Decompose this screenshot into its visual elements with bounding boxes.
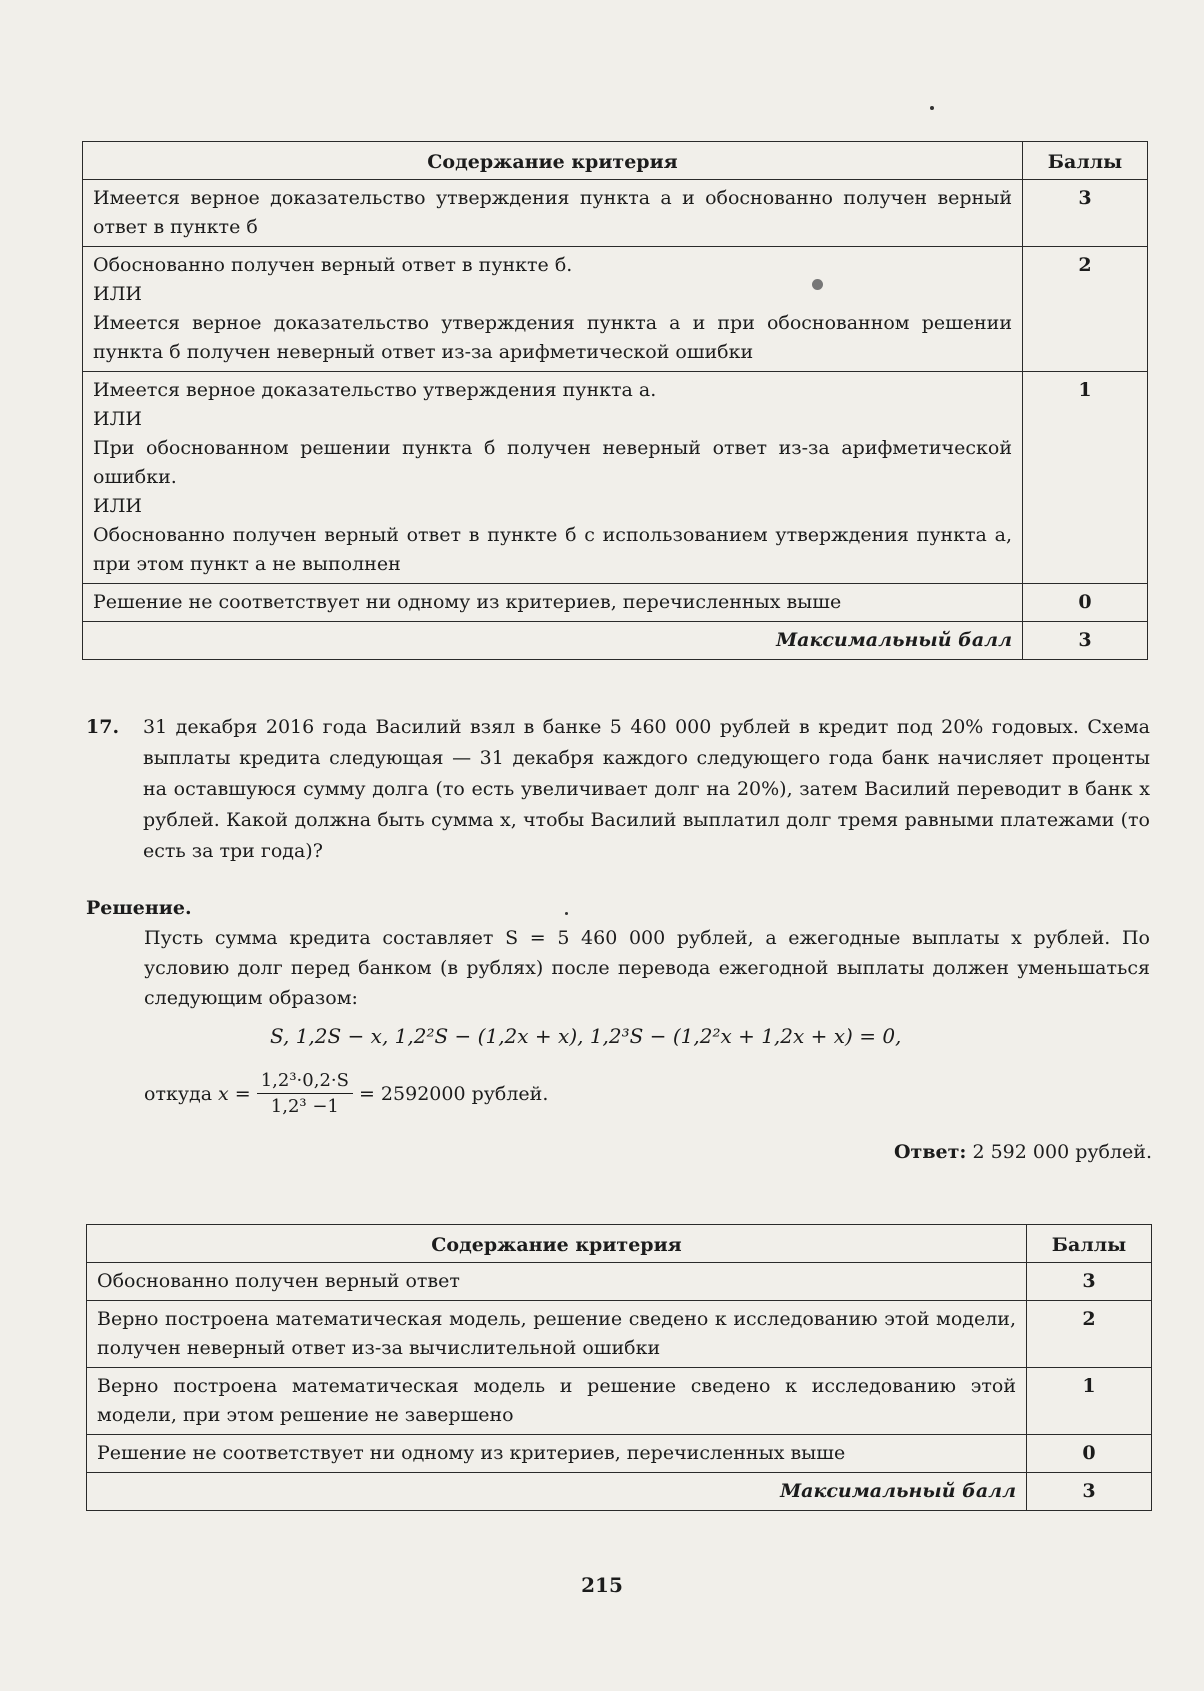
solution-heading: Решение. — [86, 897, 192, 919]
points-value: 1 — [1023, 372, 1148, 584]
criterion-text: Обоснованно получен верный ответ — [87, 1263, 1027, 1301]
table-row — [87, 1301, 1152, 1368]
points-value: 3 — [1027, 1263, 1152, 1301]
table-header-row — [87, 1225, 1152, 1263]
criterion-line: Обоснованно получен верный ответ в пункте б. — [93, 254, 573, 276]
criteria-table-2 — [86, 1224, 1152, 1511]
criterion-line: При обоснованном решении пункта б получен неверный ответ из-за арифметической ошибки. — [93, 437, 1012, 488]
or-separator: ИЛИ — [93, 408, 142, 430]
criterion-line: Имеется верное доказательство утверждения пункта а. — [93, 379, 657, 401]
x-equals: x = — [218, 1082, 251, 1105]
criterion-text — [83, 247, 1023, 372]
result-formula — [144, 1070, 548, 1117]
problem-text: 31 декабря 2016 года Василий взял в банке 5 460 000 рублей в кредит под 20% годовых. Схема выплаты кредита следующая — 31 декабря каждого следующего года банк начисляет проценты на оставшуюся сумму долга (то есть увеличивает долг на 20%), затем Василий переводит в банк x рублей. Какой должна быть сумма x, чтобы Василий выплатил долг тремя равными платежами (то есть за три года)? — [143, 716, 1150, 862]
scan-speck — [565, 912, 568, 915]
fraction-denominator: 1,2³ −1 — [270, 1096, 339, 1117]
result-value: = 2592000 рублей. — [358, 1082, 549, 1105]
criterion-text: Имеется верное доказательство утверждения пункта а и обоснованно получен верный ответ в пункте б — [83, 180, 1023, 247]
points-value: 1 — [1027, 1368, 1152, 1435]
scan-speck — [812, 279, 823, 290]
table-row — [83, 247, 1148, 372]
table-row — [83, 372, 1148, 584]
scan-speck — [930, 106, 934, 110]
table-row — [83, 180, 1148, 247]
answer-value: 2 592 000 рублей. — [972, 1141, 1152, 1163]
answer-label: Ответ: — [894, 1141, 967, 1163]
whence-word: откуда — [144, 1082, 213, 1105]
answer — [894, 1141, 1152, 1163]
table-header-row — [83, 142, 1148, 180]
criterion-line: Обоснованно получен верный ответ в пункте б с использованием утверждения пункта а, при этом пункт а не выполнен — [93, 524, 1012, 575]
criterion-text — [83, 372, 1023, 584]
problem-17 — [86, 712, 1150, 867]
points-value: 0 — [1027, 1435, 1152, 1473]
or-separator: ИЛИ — [93, 283, 142, 305]
criterion-header: Содержание критерия — [83, 142, 1023, 180]
max-score-row — [83, 622, 1148, 660]
criterion-text: Решение не соответствует ни одному из критериев, перечисленных выше — [87, 1435, 1027, 1473]
criterion-header: Содержание критерия — [87, 1225, 1027, 1263]
max-score-value: 3 — [1027, 1473, 1152, 1511]
criterion-line: Имеется верное доказательство утверждения пункта а и при обоснованном решении пункта б получен неверный ответ из-за арифметической ошибки — [93, 312, 1012, 363]
criterion-text: Верно построена математическая модель, решение сведено к исследованию этой модели, получен неверный ответ из-за вычислительной ошибки — [87, 1301, 1027, 1368]
criterion-text: Верно построена математическая модель и решение сведено к исследованию этой модели, при этом решение не завершено — [87, 1368, 1027, 1435]
table-row — [87, 1435, 1152, 1473]
fraction-numerator: 1,2³·0,2·S — [257, 1070, 353, 1094]
max-score-row — [87, 1473, 1152, 1511]
or-separator: ИЛИ — [93, 495, 142, 517]
table-row — [83, 584, 1148, 622]
points-header: Баллы — [1027, 1225, 1152, 1263]
solution-paragraph: Пусть сумма кредита составляет S = 5 460 000 рублей, а ежегодные выплаты x рублей. По условию долг перед банком (в рублях) после перевода ежегодной выплаты должен уменьшаться следующим образом: — [144, 927, 1150, 1009]
points-header: Баллы — [1023, 142, 1148, 180]
max-score-label: Максимальный балл — [87, 1473, 1027, 1511]
page-number: 215 — [581, 1573, 623, 1597]
max-score-label: Максимальный балл — [83, 622, 1023, 660]
problem-number: 17. — [86, 716, 120, 738]
fraction — [257, 1070, 353, 1117]
criteria-table-1 — [82, 141, 1148, 660]
criterion-text: Решение не соответствует ни одному из критериев, перечисленных выше — [83, 584, 1023, 622]
points-value: 2 — [1027, 1301, 1152, 1368]
points-value: 3 — [1023, 180, 1148, 247]
debt-sequence-formula: S, 1,2S − x, 1,2²S − (1,2x + x), 1,2³S − (1,2²x + 1,2x + x) = 0, — [270, 1024, 902, 1048]
table-row — [87, 1368, 1152, 1435]
max-score-value: 3 — [1023, 622, 1148, 660]
table-row — [87, 1263, 1152, 1301]
points-value: 2 — [1023, 247, 1148, 372]
points-value: 0 — [1023, 584, 1148, 622]
